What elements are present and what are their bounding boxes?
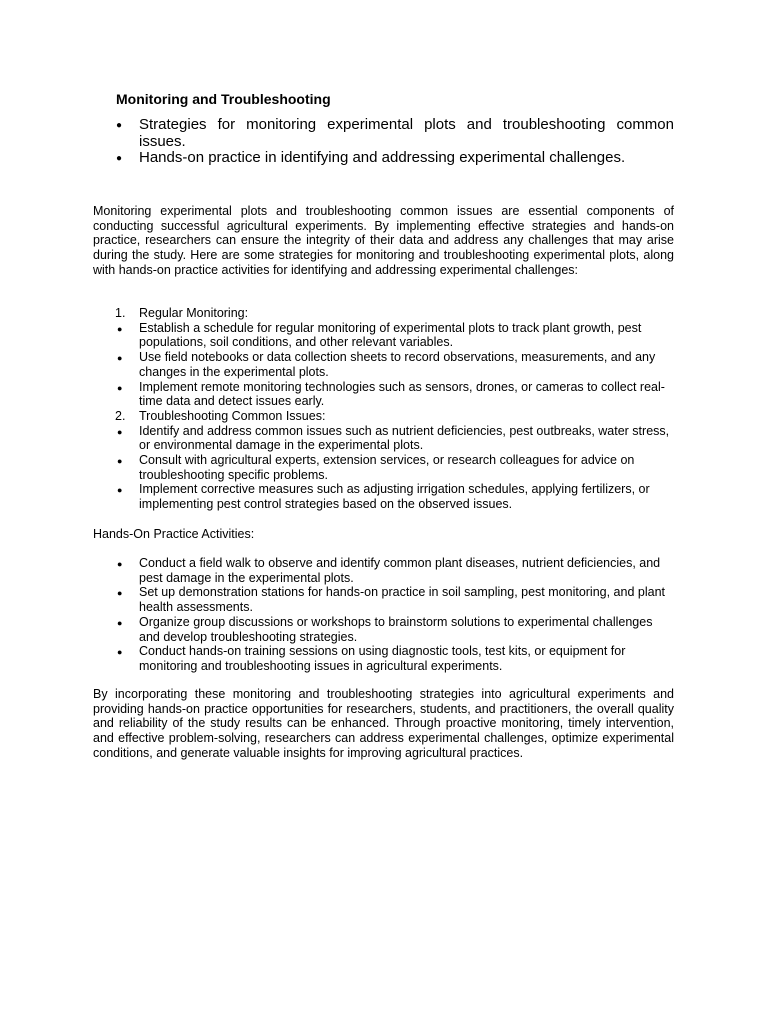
activity-item (93, 556, 674, 585)
bullet-icon: ● (117, 426, 123, 437)
list-marker: 1. (115, 306, 126, 320)
activity-text: Set up demonstration stations for hands-on practice in soil sampling, pest monitoring, and plant health assessments. (139, 585, 665, 615)
strategy-item (93, 453, 674, 482)
strategy-item (93, 482, 674, 511)
bullet-icon: ● (117, 485, 123, 496)
bullet-icon: ● (117, 588, 123, 599)
bullet-icon: ● (117, 456, 123, 467)
bullet-icon: ● (117, 382, 123, 393)
bullet-icon: ● (117, 617, 123, 628)
intro-paragraph: Monitoring experimental plots and troubleshooting common issues are essential components of conducting successful agricultural experiments. By implementing effective strategies and hands-on practice, researchers can ensure the integrity of their data and address any challenges that may arise during the study. Here are some strategies for monitoring and troubleshooting experimental plots, along with hands-on practice activities for identifying and addressing experimental challenges: (93, 204, 674, 277)
strategy-text: Establish a schedule for regular monitoring of experimental plots to track plant growth, pest populations, soil conditions, and other relevant variables. (139, 320, 642, 350)
activity-item (93, 585, 674, 614)
strategy-item (93, 424, 674, 453)
bullet-icon: ● (117, 559, 123, 569)
strategy-text: Use field notebooks or data collection sheets to record observations, measurements, and any changes in the experimental plots. (139, 350, 656, 379)
bullet-icon: ● (117, 647, 123, 658)
strategy-item (93, 350, 674, 379)
closing-paragraph: By incorporating these monitoring and troubleshooting strategies into agricultural experiments and providing hands-on practice opportunities for researchers, students, and practitioners, the overall quality and reliability of the study results can be enhanced. Through proactive monitoring, timely intervention, and effective problem-solving, researchers can address experimental challenges, optimize experimental conditions, and generate valuable insights for improving agricultural practices. (93, 687, 674, 760)
activity-item (93, 644, 674, 673)
strategy-item (93, 380, 674, 409)
section-heading: Monitoring and Troubleshooting (116, 91, 331, 107)
strategy-text: Troubleshooting Common Issues: (139, 408, 326, 423)
bullet-icon: ● (117, 353, 123, 364)
strategy-list (93, 306, 674, 512)
hands-on-title: Hands-On Practice Activities: (93, 527, 255, 541)
strategy-text: Consult with agricultural experts, extension services, or research colleagues for advice on troubleshooting specific problems. (139, 453, 635, 482)
activity-text: Conduct hands-on training sessions on using diagnostic tools, test kits, or equipment for monitoring and troubleshooting issues in agricultural experiments. (139, 644, 626, 673)
activity-text: Conduct a field walk to observe and identify common plant diseases, nutrient deficiencies, and pest damage in the experimental plots. (139, 556, 661, 585)
topic-item: ● Hands-on practice in identifying and addressing experimental challenges. (116, 150, 674, 167)
strategy-text: Implement remote monitoring technologies such as sensors, drones, or cameras to collect real-time data and detect issues early. (139, 379, 665, 409)
strategy-item (93, 306, 674, 321)
activity-text: Organize group discussions or workshops to brainstorm solutions to experimental challenges and develop troubleshooting strategies. (139, 614, 653, 644)
strategy-text: Regular Monitoring: (139, 306, 249, 320)
list-marker: 2. (115, 408, 126, 423)
activity-list (93, 556, 674, 674)
strategy-item (93, 321, 674, 350)
topic-item: ● Strategies for monitoring experimental plots and troubleshooting common issues. (116, 117, 674, 150)
activity-item (93, 615, 674, 644)
bullet-icon: ● (117, 323, 123, 334)
strategy-item (93, 409, 674, 424)
strategy-text: Identify and address common issues such as nutrient deficiencies, pest outbreaks, water stress, or environmental damage in the experimental plots. (139, 423, 670, 453)
strategy-text: Implement corrective measures such as adjusting irrigation schedules, applying fertilizers, or implementing pest control strategies based on the observed issues. (139, 482, 650, 512)
topic-list (116, 117, 674, 167)
